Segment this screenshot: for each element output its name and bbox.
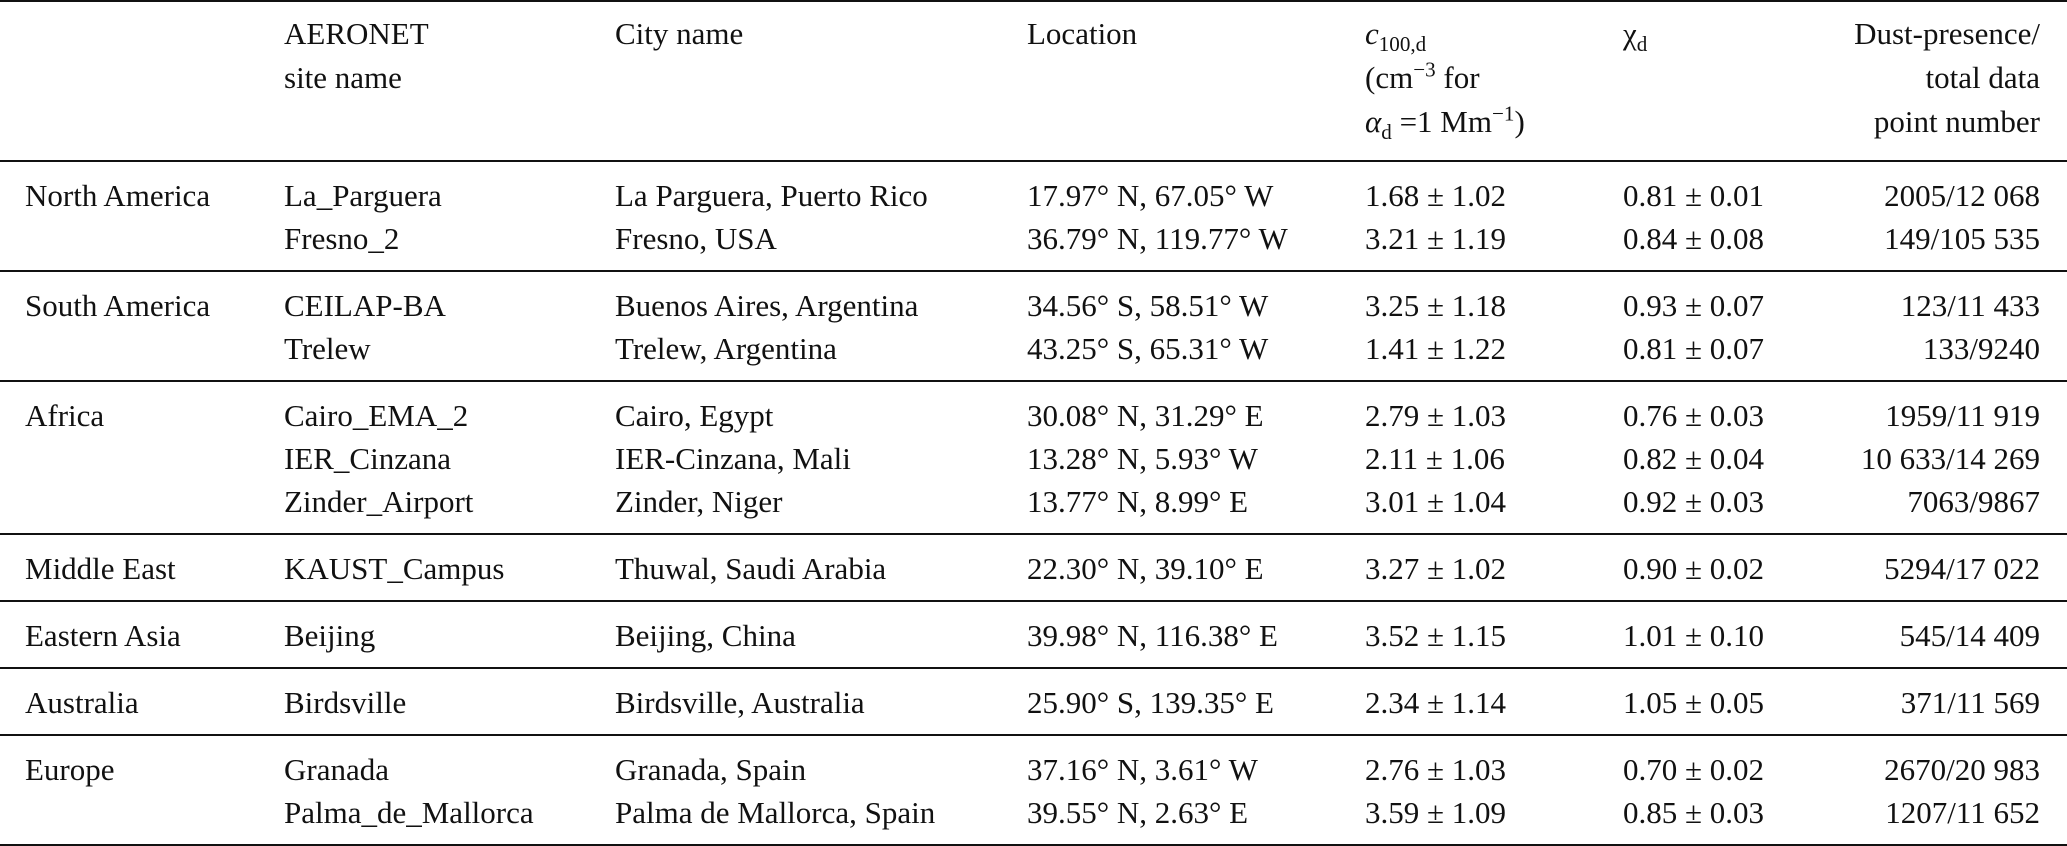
region-cell (0, 217, 284, 271)
table-row (0, 161, 2067, 217)
header-site-line2: site name (284, 60, 402, 95)
city-cell: Beijing, China (615, 618, 796, 653)
count-cell: 1207/11 652 (1885, 795, 2040, 830)
count-cell: 123/11 433 (1900, 288, 2040, 323)
header-dust-count (1813, 1, 2067, 161)
site-cell: La_Parguera (284, 178, 442, 213)
location-cell: 39.98° N, 116.38° E (1027, 618, 1278, 653)
count-cell: 1959/11 919 (1885, 398, 2040, 433)
table-row (0, 480, 2067, 534)
group-australia (0, 668, 2067, 735)
chi-symbol: χ (1623, 16, 1637, 51)
count-cell: 2005/12 068 (1884, 178, 2040, 213)
c100-symbol: c (1365, 16, 1379, 51)
city-cell: Birdsville, Australia (615, 685, 865, 720)
location-cell: 25.90° S, 139.35° E (1027, 685, 1274, 720)
site-cell: CEILAP-BA (284, 288, 446, 323)
region-cell: South America (25, 288, 211, 323)
table-row (0, 534, 2067, 601)
c100-cell: 2.34 ± 1.14 (1365, 685, 1507, 720)
site-cell: IER_Cinzana (284, 441, 452, 476)
c100-cell: 3.59 ± 1.09 (1365, 795, 1507, 830)
c100-cell: 1.68 ± 1.02 (1365, 178, 1507, 213)
chi-cell: 0.90 ± 0.02 (1623, 551, 1765, 586)
header-dust-line1: Dust-presence/ (1854, 16, 2040, 51)
city-cell: IER-Cinzana, Mali (615, 441, 851, 476)
site-cell: Granada (284, 752, 389, 787)
region-cell: North America (25, 178, 211, 213)
chi-cell: 0.81 ± 0.01 (1623, 178, 1765, 213)
region-cell (0, 437, 284, 480)
c100-cell: 2.76 ± 1.03 (1365, 752, 1507, 787)
chi-cell: 0.92 ± 0.03 (1623, 484, 1765, 519)
site-cell: KAUST_Campus (284, 551, 505, 586)
count-cell: 371/11 569 (1900, 685, 2040, 720)
count-cell: 133/9240 (1922, 331, 2040, 366)
city-cell: Zinder, Niger (615, 484, 783, 519)
group-eastern-asia (0, 601, 2067, 668)
count-cell: 10 633/14 269 (1860, 441, 2040, 476)
chi-cell: 0.93 ± 0.07 (1623, 288, 1765, 323)
header-chi-d (1623, 1, 1813, 161)
location-cell: 13.28° N, 5.93° W (1027, 441, 1258, 476)
chi-cell: 1.05 ± 0.05 (1623, 685, 1765, 720)
header-city-name: City name (615, 16, 744, 51)
city-cell: Cairo, Egypt (615, 398, 774, 433)
alpha-subscript: d (1381, 120, 1392, 145)
chi-subscript: d (1636, 32, 1648, 57)
city-cell: Trelew, Argentina (615, 331, 837, 366)
group-south-america (0, 271, 2067, 381)
header-site-name (284, 1, 615, 161)
table-row (0, 668, 2067, 735)
table-row (0, 381, 2067, 437)
city-cell: La Parguera, Puerto Rico (615, 178, 928, 213)
city-cell: Thuwal, Saudi Arabia (615, 551, 887, 586)
count-cell: 545/14 409 (1899, 618, 2040, 653)
alpha-close: ) (1514, 104, 1525, 139)
header-c100d (1365, 1, 1623, 161)
alpha-symbol: α (1365, 104, 1382, 139)
c100-unit-prefix: (cm (1365, 60, 1414, 95)
location-cell: 22.30° N, 39.10° E (1027, 551, 1264, 586)
location-cell: 30.08° N, 31.29° E (1027, 398, 1264, 433)
site-cell: Fresno_2 (284, 221, 400, 256)
chi-cell: 0.85 ± 0.03 (1623, 795, 1765, 830)
region-cell: Europe (25, 752, 115, 787)
header-row (0, 1, 2067, 161)
chi-cell: 1.01 ± 0.10 (1623, 618, 1765, 653)
c100-unit-suffix: for (1435, 60, 1480, 95)
region-cell: Middle East (25, 551, 176, 586)
region-cell (0, 480, 284, 534)
count-cell: 5294/17 022 (1884, 551, 2040, 586)
count-cell: 149/105 535 (1884, 221, 2040, 256)
site-cell: Palma_de_Mallorca (284, 795, 534, 830)
site-cell: Beijing (284, 618, 376, 653)
chi-cell: 0.84 ± 0.08 (1623, 221, 1765, 256)
group-north-america (0, 161, 2067, 271)
site-cell: Zinder_Airport (284, 484, 474, 519)
city-cell: Buenos Aires, Argentina (615, 288, 919, 323)
chi-cell: 0.81 ± 0.07 (1623, 331, 1765, 366)
table-row (0, 791, 2067, 845)
region-cell (0, 791, 284, 845)
table-row (0, 437, 2067, 480)
header-location: Location (1027, 16, 1138, 51)
location-cell: 43.25° S, 65.31° W (1027, 331, 1269, 366)
city-cell: Fresno, USA (615, 221, 777, 256)
alpha-exponent: −1 (1492, 101, 1515, 126)
c100-cell: 3.01 ± 1.04 (1365, 484, 1507, 519)
site-cell: Cairo_EMA_2 (284, 398, 469, 433)
location-cell: 39.55° N, 2.63° E (1027, 795, 1249, 830)
c100-subscript: 100,d (1378, 32, 1427, 57)
header-site-line1: AERONET (284, 16, 429, 51)
header-region (0, 1, 284, 161)
group-middle-east (0, 534, 2067, 601)
table-row (0, 327, 2067, 381)
group-europe (0, 735, 2067, 845)
city-cell: Palma de Mallorca, Spain (615, 795, 936, 830)
city-cell: Granada, Spain (615, 752, 807, 787)
c100-cell: 1.41 ± 1.22 (1365, 331, 1507, 366)
region-cell: Africa (25, 398, 105, 433)
c100-cell: 2.79 ± 1.03 (1365, 398, 1507, 433)
count-cell: 2670/20 983 (1884, 752, 2040, 787)
chi-cell: 0.76 ± 0.03 (1623, 398, 1765, 433)
table-row (0, 735, 2067, 791)
group-africa (0, 381, 2067, 534)
c100-cell: 3.27 ± 1.02 (1365, 551, 1507, 586)
location-cell: 34.56° S, 58.51° W (1027, 288, 1269, 323)
site-cell: Birdsville (284, 685, 407, 720)
count-cell: 7063/9867 (1907, 484, 2040, 519)
chi-cell: 0.82 ± 0.04 (1623, 441, 1765, 476)
c100-cell: 3.21 ± 1.19 (1365, 221, 1507, 256)
alpha-value: =1 Mm (1391, 104, 1492, 139)
region-cell: Eastern Asia (25, 618, 181, 653)
c100-cell: 2.11 ± 1.06 (1365, 441, 1505, 476)
table-row (0, 217, 2067, 271)
location-cell: 36.79° N, 119.77° W (1027, 221, 1288, 256)
location-cell: 37.16° N, 3.61° W (1027, 752, 1258, 787)
region-cell (0, 327, 284, 381)
location-cell: 13.77° N, 8.99° E (1027, 484, 1249, 519)
chi-cell: 0.70 ± 0.02 (1623, 752, 1765, 787)
table-header (0, 1, 2067, 161)
location-cell: 17.97° N, 67.05° W (1027, 178, 1274, 213)
c100-unit-exponent: −3 (1413, 57, 1436, 82)
c100-cell: 3.52 ± 1.15 (1365, 618, 1507, 653)
site-cell: Trelew (284, 331, 371, 366)
table-row (0, 601, 2067, 668)
c100-cell: 3.25 ± 1.18 (1365, 288, 1507, 323)
table-row (0, 271, 2067, 327)
header-dust-line2: total data (1925, 60, 2040, 95)
region-cell: Australia (25, 685, 139, 720)
header-dust-line3: point number (1873, 104, 2040, 139)
